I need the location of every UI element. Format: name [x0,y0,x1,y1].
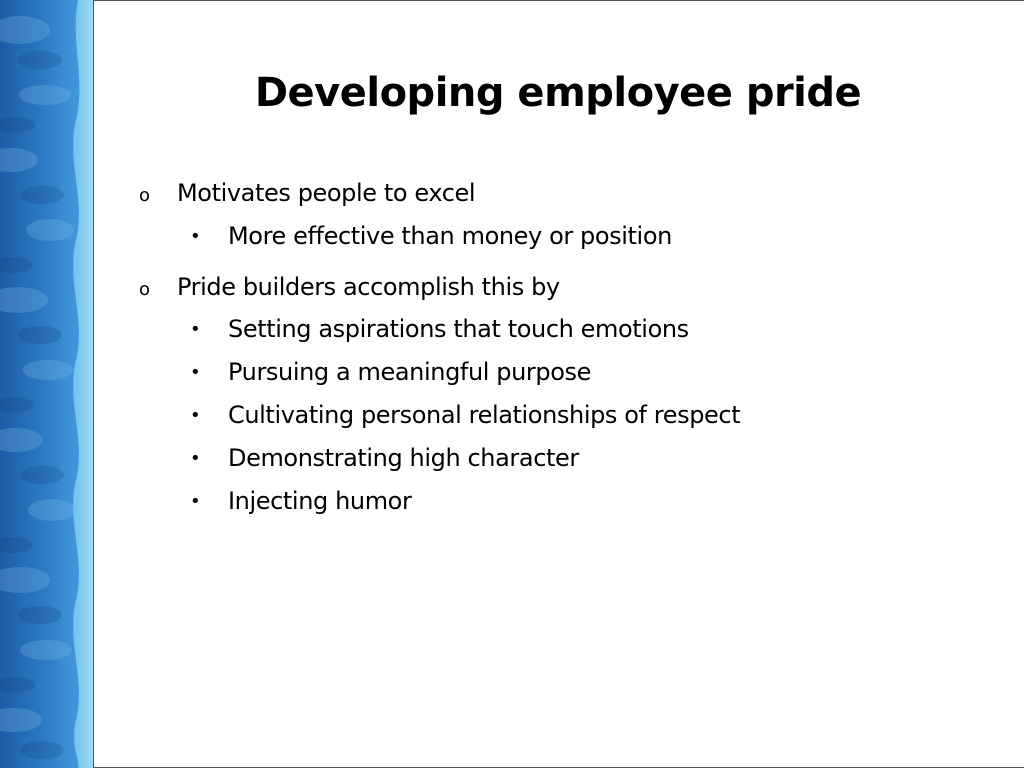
dot-bullet-icon: • [190,491,201,512]
bullet-point: Pride builders accomplish this by [177,273,560,301]
dot-bullet-icon: • [190,319,201,340]
water-pattern-graphic [0,0,96,768]
sub-bullet-point: Cultivating personal relationships of respect [228,401,741,429]
sub-bullet-point: More effective than money or position [228,222,672,250]
dot-bullet-icon: • [190,405,201,426]
sub-bullet-point: Setting aspirations that touch emotions [228,315,689,343]
decorative-side-band [0,0,96,768]
sub-bullet-point: Pursuing a meaningful purpose [228,358,591,386]
dot-bullet-icon: • [190,362,201,383]
dot-bullet-icon: • [190,226,201,247]
sub-bullet-point: Demonstrating high character [228,444,579,472]
slide-title: Developing employee pride [254,70,862,116]
sub-bullet-point: Injecting humor [228,487,412,515]
circle-bullet-icon: o [139,279,151,300]
circle-bullet-icon: o [139,185,151,206]
dot-bullet-icon: • [190,448,201,469]
bullet-point: Motivates people to excel [177,179,476,207]
